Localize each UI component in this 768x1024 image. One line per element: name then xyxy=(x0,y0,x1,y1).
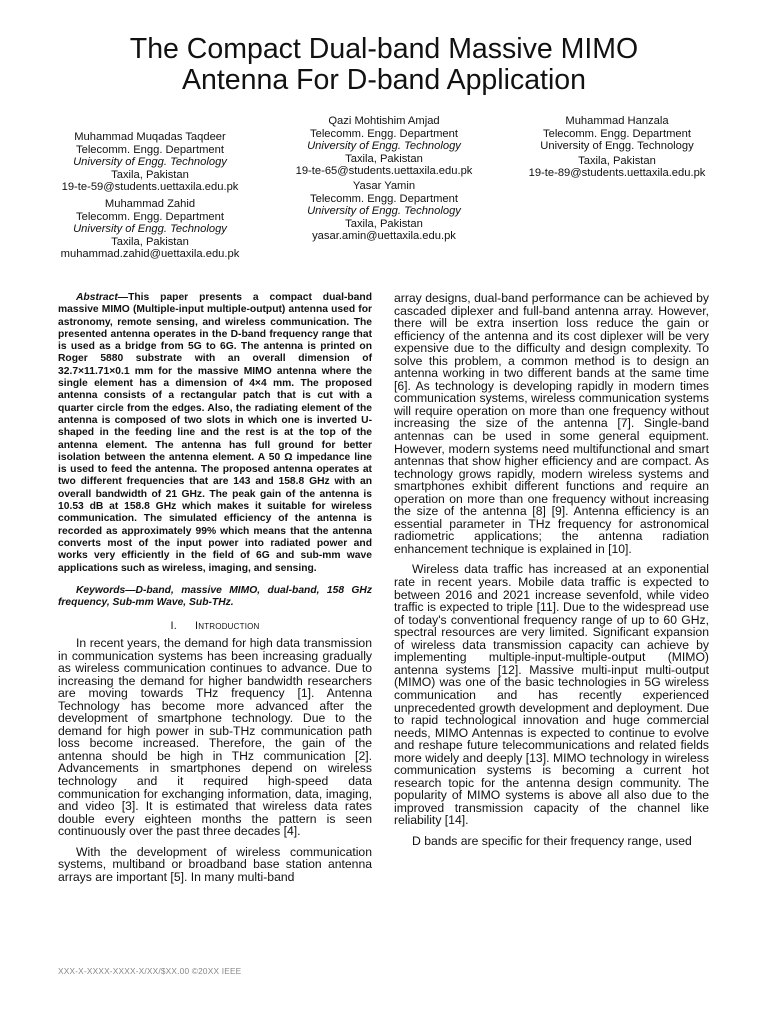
right-paragraph-1: array designs, dual-band performance can be achieved by cascaded diplexer and full-band antenna array. However, there will be extra insertion loss reduce the gain or efficiency of the antenna and its cost diplexer will be very expensive due to the difficulty and design complexity. To solve this problem, a common method is to design an antenna working in two different bands at the same time [6]. As technology is developing rapidly in modern times communication systems, wireless communication systems will require operation on more than one frequency without increasing the size of the antenna [7]. Single-band antennas can be used in some general equipment. However, modern systems need multifunctional and smart antennas that show higher efficiency and are compact. As technology grows rapidly, modern wireless systems and smartphones exhibit different functions and require an operation on more than one frequency without increasing the size of the antenna [8] [9]. Antenna efficiency is an essential parameter in THz frequency for astronomical radiometric applications; the antenna radiation enhancement technique is explained in [10]. xyxy=(394,291,709,556)
author-email: 19-te-89@students.uettaxila.edu.pk xyxy=(528,167,706,180)
intro-paragraph-1: In recent years, the demand for high data transmission in communication systems has been increasing gradually as wireless communication continues to advance. Due to increasing the demand for higher bandwidth researchers are moving towards THz frequency [1]. Antenna Technology has become more advanced after the development of smartphone technology. Due to the demand for high power in sub-THz communication path loss become increased. Therefore, the gain of the antenna should be high in THz communication [2]. Advancements in smartphones depend on wireless technology and it required high-speed data communication for exchanging information, data, imaging, and video [3]. It is estimated that wireless data rates double every eighteen months the pattern is seen continuously over the past three decades [4]. xyxy=(58,635,372,839)
author-name: Yasar Yamin xyxy=(352,180,416,192)
author-name: Muhammad Muqadas Taqdeer xyxy=(74,131,226,143)
right-column xyxy=(394,292,709,848)
right-paragraph-3: D bands are specific for their frequency range, used xyxy=(412,833,692,848)
section-heading xyxy=(58,620,372,633)
author-city: Taxila, Pakistan xyxy=(578,154,656,167)
copyright-footer: XXX-X-XXXX-XXXX-X/XX/$XX.00 ©20XX IEEE xyxy=(58,966,242,976)
author-univ: University of Engg. Technology xyxy=(307,205,461,218)
author-city: Taxila, Pakistan xyxy=(111,168,189,181)
author-univ: University of Engg. Technology xyxy=(307,140,461,153)
author-name: Muhammad Zahid xyxy=(104,198,196,210)
abstract-label: Abstract xyxy=(76,292,118,303)
author-dept: Telecomm. Engg. Department xyxy=(543,127,691,140)
author-city: Taxila, Pakistan xyxy=(345,152,423,165)
author-email: 19-te-65@students.uettaxila.edu.pk xyxy=(295,165,473,178)
author-name: Qazi Mohtishim Amjad xyxy=(328,115,440,127)
author-city: Taxila, Pakistan xyxy=(345,217,423,230)
author-1 xyxy=(50,131,250,194)
author-name: Muhammad Hanzala xyxy=(565,115,669,127)
author-city: Taxila, Pakistan xyxy=(111,235,189,248)
author-dept: Telecomm. Engg. Department xyxy=(76,143,224,156)
title-line-1: The Compact Dual-band Massive MIMO xyxy=(129,33,639,65)
left-column xyxy=(58,292,372,883)
author-univ: University of Engg. Technology xyxy=(73,223,227,236)
author-email: muhammad.zahid@uettaxila.edu.pk xyxy=(60,248,240,261)
keywords: Keywords—D-band, massive MIMO, dual-band, 158 GHz frequency, Sub-mm Wave, Sub-THz. xyxy=(58,584,372,609)
abstract xyxy=(58,292,372,575)
author-univ: University of Engg. Technology xyxy=(73,156,227,169)
author-5 xyxy=(517,115,717,180)
section-title: Introduction xyxy=(194,620,260,633)
author-dept: Telecomm. Engg. Department xyxy=(76,210,224,223)
author-dept: Telecomm. Engg. Department xyxy=(310,127,458,140)
author-block xyxy=(0,0,768,270)
author-2 xyxy=(50,198,250,261)
intro-paragraph-2: With the development of wireless communication systems, multiband or broadband base station antenna arrays are important [5]. In many multi-band xyxy=(58,844,372,884)
author-4 xyxy=(284,180,484,243)
title-line-2: Antenna For D-band Application xyxy=(181,64,586,96)
section-number: I. xyxy=(170,620,177,633)
author-univ-plain: University of Engg. Technology xyxy=(540,140,694,153)
author-3 xyxy=(284,115,484,178)
author-email: 19-te-59@students.uettaxila.edu.pk xyxy=(61,181,239,194)
author-dept: Telecomm. Engg. Department xyxy=(310,192,458,205)
right-paragraph-2: Wireless data traffic has increased at an exponential rate in recent years. Mobile data traffic is expected to between 2016 and 2021 increase sevenfold, while video traffic is expected to triple [11]. Due to the widespread use of today's conventional frequency range of up to 60 GHz, spectral resources are very limited. Significant expansion of wireless data transmission capacity can achieve by implementing multiple-input-multiple-output (MIMO) antenna systems [12]. Massive multi-input multi-output (MIMO) was one of the basic technologies in 5G wireless communication and has recently experienced unprecedented growth development and deployment. Due to rapid technological innovation and huge commercial needs, MIMO Antennas is expected to continue to evolve and reshape future telecommunications and related fields more widely and deeply [13]. MIMO technology in wireless communication systems is becoming a current hot research topic for the antenna design community. The popularity of MIMO systems is above all also due to the improved transmission capacity of the channel like reliability [14]. xyxy=(394,562,709,828)
author-email: yasar.amin@uettaxila.edu.pk xyxy=(312,230,456,243)
abstract-text: —This paper presents a compact dual-band massive MIMO (Multiple-input multiple-output) antenna used for astronomy, remote sensing, and wireless communication. The presented antenna operates in the D-band frequency range that is used as a bridge from 5G to 6G. The antenna is printed on Roger 5880 substrate with an overall dimension of 32.7×11.71×0.1 mm for the massive MIMO antenna where the single element has a dimension of 4×4 mm. The proposed antenna consists of a rectangular patch that is cut with a quarter circle from the edges. Also, the radiating element of the antenna is composed of two slots in which one is inverted U-shaped in the feeding line and the rest is at the top of the antenna element. The antenna has full ground for better isolation between the antenna element. A 50 Ω impedance line is used to feed the antenna. The proposed antenna operates at two different frequencies that are 143 and 158.8 GHz with an overall bandwidth of 21 GHz. The peak gain of the antenna is 10.53 dB at 158.8 GHz which makes it suitable for wireless communication. The simulated efficiency of the antenna is recorded as approximately 99% which means that the antenna converts most of the input power into radiated power and works very efficiently in the field of 6G and sub-mm wave applications such as wireless, imaging, and sensing. xyxy=(58,292,372,574)
